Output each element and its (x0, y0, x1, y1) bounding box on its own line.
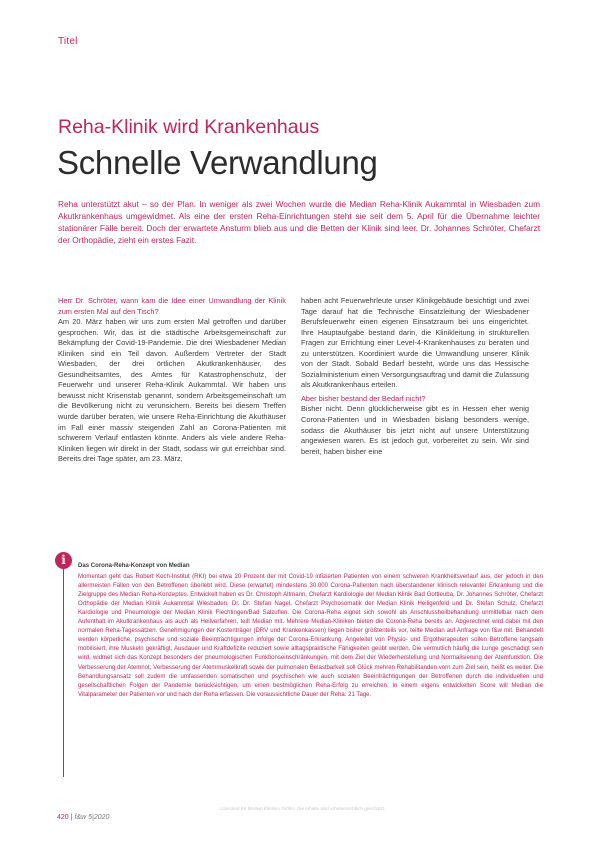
interview-answer: Bisher nicht. Denn glücklicherweise gibt es in Hessen eher wenig Corona-Patienten und in Wiesbaden bislang besonders wenige, sodass die Akuthäuser bis jetzt nicht auf unsere Unterstützung angewiesen waren. Es ist jedoch gut, vorbereitet zu sein. Wir sind bereit, haben bisher eine (301, 404, 529, 456)
interview-answer: Am 20. März haben wir uns zum ersten Mal getroffen und darüber gesprochen. Wir, das ist die städtische Arbeitsgemeinschaft zur Bekämpfung der Covid-19-Pandemie. Die drei Wiesbadener Median Kliniken sind ein Teil davon. Außerdem Vertreter der Stadt Wiesbaden, der drei örtlichen Akutkrankenhäuser, des Gesundheitsamtes, des Amtes für Katastrophenschutz, der Feuerwehr und unserer Reha-Klinik Aukammtal. Wir haben uns bewusst nicht Krisenstab genannt, sondern Arbeitsgemeinschaft um die Bevölkerung nicht zu verunsichern. Bereits bei diesem Treffen wurde darüber beraten, wie unsere Reha-Einrichtung die Akuthäuser im Fall einer massiv steigenden Zahl an Corona-Patienten mit schwerem Verlauf entlasten könnte. Anders als viele andere Reha-Kliniken liegen wir direkt in der Stadt, sodass wir gut erreichbar sind. Bereits drei Tage später, am 23. März, (58, 317, 286, 464)
interview-question: Herr Dr. Schröter, wann kam die Idee einer Umwandlung der Klinik zum ersten Mal auf den Tisch? (58, 296, 286, 316)
page-footer: 420 | f&w 5|2020 (57, 814, 110, 821)
article-column-right (301, 296, 529, 457)
article-lead: Reha unterstützt akut – so der Plan. In weniger als zwei Wochen wurde die Median Reha-Klinik Aukammtal in Wiesbaden zum Akutkrankenhaus umgewidmet. Als eine der ersten Reha-Einrichtungen steht sie seit dem 5. April für die Übernahme leichter stationärer Fälle bereit. Doch der erwartete Ansturm blieb aus und die Betten der Klinik sind leer. Dr. Johannes Schröter, Chefarzt der Orthopädie, zieht ein erstes Fazit. (58, 199, 540, 246)
info-box-title: Das Corona-Reha-Konzept von Median (78, 563, 190, 569)
footer-license-note: Lizenziert für Median Kliniken GmbH. Die Inhalte sind urheberrechtlich geschützt. (220, 806, 386, 811)
article-headline: Schnelle Verwandlung (57, 144, 378, 181)
article-kicker: Reha-Klinik wird Krankenhaus (58, 116, 320, 138)
info-box-divider (63, 569, 64, 777)
info-icon: i (55, 552, 72, 569)
info-box-text: Momentan geht das Robert Koch-Institut (RKI) bei etwa 20 Prozent der mit Covid-19 infizierten Patienten von einem schweren Krankheitsverlauf aus, der jedoch in den allermeisten Fällen von den Betroffenen überlebt wird. Diese (erwartet) mindestens 30.000 Corona-Patienten nach überstandener klinisch relevanter Erkrankung und die Zielgruppe des Median Reha-Konzeptes. Entwickelt haben es Dr. Christoph Altmann, Chefarzt Kardiologie der Median Klinik Bad Gottleuba, Dr. Johannes Schröter, Chefarzt Orthopädie der Median Klinik Aukammtal Wiesbaden, Dr. Dr. Stefan Nagel, Chefarzt Psychosomatik der Median Klinik Heiligenfeld und Dr. Stefan Schulz, Chefarzt Kardiologie und Pneumologie der Median Klinik Flechtingen/Bad Salzuflen. Die Corona-Reha eignet sich sowohl als Anschlussheilbehandlung unmittelbar nach dem Aufenthalt im Akutkrankenhaus als auch als Heilverfahren, teilt Median mit. Mehrere Median-Kliniken bieten die Corona-Reha bereits an. Abgerechnet wird dabei mit den normalen Reha-Tagessätzen. Genehmigungen der Kostenträger (DRV und Krankenkassen) liegen bisher größtenteils vor, teilte Median auf Anfrage von f&w mit. Behandelt werden körperliche, psychische und soziale Beeinträchtigungen infolge der Corona-Erkrankung. Angeleitet von Physio- und Ergotherapeuten sollen Betroffene langsam mobilisiert, ihre Muskeln gekräftigt, Ausdauer und Kraftdefizite reduziert sowie alltagspraktische Fähigkeiten geübt werden. Die vermutlich häufig die Lunge geschädigt sein wird, widmet sich das Konzept besonders der pneumologischen Funktionseinschränkungen, mit dem Ziel der Wiederherstellung und Normalisierung der Atemfunktion. Die Verbesserung der Atemnot, Verbesserung der Atemmuskelkraft sowie der pulmonalen Belastbarkeit soll Glück mehren Rehabilitanden vorn zum Ziel sein, heißt es weiter. Die Behandlungsansatz soll zudem die umfassenden somatischen und psychischen wie auch sozialen Beeinträchtigungen der Betroffenen durch die individuellen und gesellschaftlichen Folgen der Pandemie berücksichtigen, um einen bestmöglichen Reha-Erfolg zu erreichen. In einem eigens entwickelten Score will Median die Vitalparameter der Patienten vor und nach der Reha erfassen. Die voraussichtliche Dauer der Reha: 21 Tage. (78, 574, 543, 698)
interview-question: Aber bisher bestand der Bedarf nicht? (301, 393, 426, 403)
info-box (78, 562, 543, 700)
section-label: Titel (58, 36, 78, 47)
page-number: 420 (57, 814, 69, 821)
interview-answer-continued: haben acht Feuerwehrleute unser Klinikgebäude besichtigt und zwei Tage darauf hat die Technische Einsatzleitung der Wiesbadener Berufsfeuerwehr einen eigenen Einsatzraum bei uns eingerichtet. Ihre Hauptaufgabe bestand darin, die Klinikleitung in strukturellen Fragen zur Errichtung einer Level-4-Krankenhauses zu beraten und zu unterstützen. Koordiniert wurde die Umwandlung unserer Klinik von der Stadt. Sobald Bedarf besteht, würde uns das Hessische Sozialministerium einen Versorgungsauftrag und damit die Zulassung als Akutkrankenhaus erteilen. (301, 296, 529, 390)
article-column-left (58, 296, 286, 465)
journal-name: f&w 5|2020 (74, 814, 110, 821)
